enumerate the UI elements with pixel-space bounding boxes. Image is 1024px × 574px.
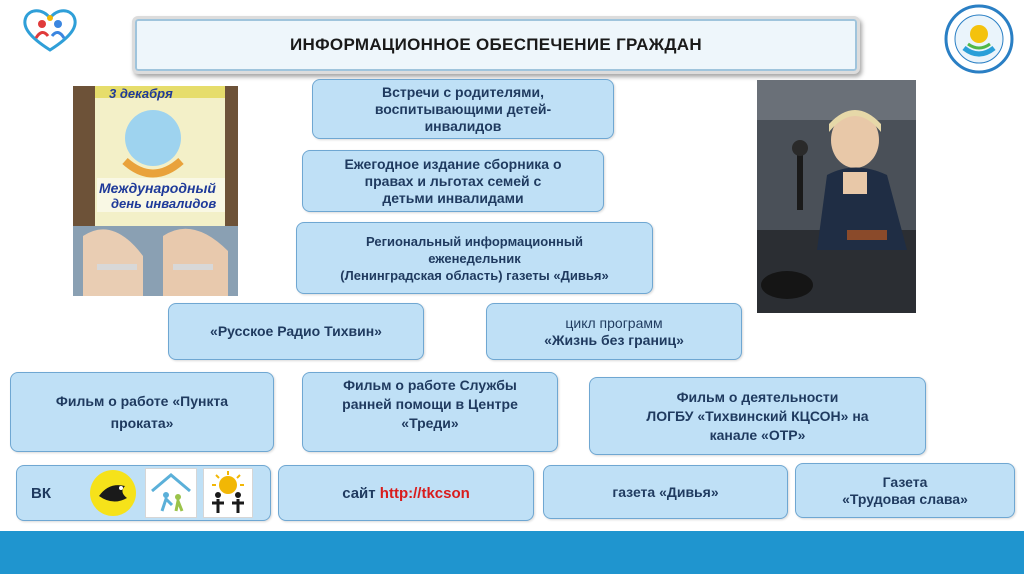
poster-title-line1: Международный xyxy=(99,180,216,196)
box-film-otr-line2: ЛОГБУ «Тихвинский КЦСОН» на xyxy=(646,407,869,424)
page-title: ИНФОРМАЦИОННОЕ ОБЕСПЕЧЕНИЕ ГРАЖДАН xyxy=(132,16,860,74)
box-meetings-line2: воспитывающими детей- xyxy=(374,100,552,117)
box-radio-label: «Русское Радио Тихвин» xyxy=(210,323,382,339)
house-family-icon xyxy=(145,468,197,518)
sun-children-icon xyxy=(203,468,253,518)
box-trud-line2: «Трудовая слава» xyxy=(842,490,968,507)
box-film-otr-line3: канале «ОТР» xyxy=(709,426,806,443)
box-meetings-line3: инвалидов xyxy=(424,117,502,134)
box-film-rental-line1: Фильм о работе «Пункта xyxy=(55,393,229,409)
box-trud-line1: Газета xyxy=(882,473,928,490)
poster-title-line2: день инвалидов xyxy=(111,196,217,211)
vk-label[interactable]: ВК xyxy=(31,484,51,502)
box-annual-line3: детьми инвалидами xyxy=(382,189,524,206)
box-weekly-newspaper xyxy=(296,222,653,294)
footer-band xyxy=(0,531,1024,574)
box-site[interactable] xyxy=(278,465,534,521)
box-trud-newspaper xyxy=(795,463,1015,518)
box-program-line1: цикл программ xyxy=(565,314,663,331)
bird-logo-icon xyxy=(87,468,139,518)
poster-date: 3 декабря xyxy=(109,86,173,101)
box-program-line2: «Жизнь без границ» xyxy=(544,331,684,348)
box-radio xyxy=(168,303,424,360)
box-film-early-line1: Фильм о работе Службы xyxy=(343,377,517,393)
box-film-rental-line2: проката» xyxy=(110,415,174,431)
box-film-early-line3: «Треди» xyxy=(401,415,459,431)
box-meetings-line1: Встречи с родителями, xyxy=(381,83,544,100)
box-film-otr-line1: Фильм о деятельности xyxy=(676,388,839,405)
site-label: сайт xyxy=(342,484,380,502)
radio-host-photo xyxy=(757,80,916,313)
box-divya-newspaper xyxy=(543,465,788,519)
poster-photo xyxy=(73,86,238,296)
emblem-icon xyxy=(944,4,1014,74)
box-divya-label: газета «Дивья» xyxy=(612,483,719,500)
box-film-otr xyxy=(589,377,926,455)
organization-logo-icon xyxy=(20,6,80,54)
box-annual-line1: Ежегодное издание сборника о xyxy=(344,155,562,172)
box-annual-line2: правах и льготах семей с xyxy=(364,172,542,189)
box-vk[interactable] xyxy=(16,465,271,521)
box-film-rental xyxy=(10,372,274,452)
box-film-early-help xyxy=(302,372,558,452)
site-link[interactable]: http://tkcson xyxy=(379,484,470,502)
box-weekly-line1: Региональный информационный xyxy=(366,233,583,249)
box-film-early-line2: ранней помощи в Центре xyxy=(342,396,518,412)
box-weekly-line3: (Ленинградская область) газеты «Дивья» xyxy=(340,267,609,283)
box-annual-collection xyxy=(302,150,604,212)
box-meetings-parents xyxy=(312,79,614,139)
box-weekly-line2: еженедельник xyxy=(428,250,521,266)
box-program-cycle xyxy=(486,303,742,360)
